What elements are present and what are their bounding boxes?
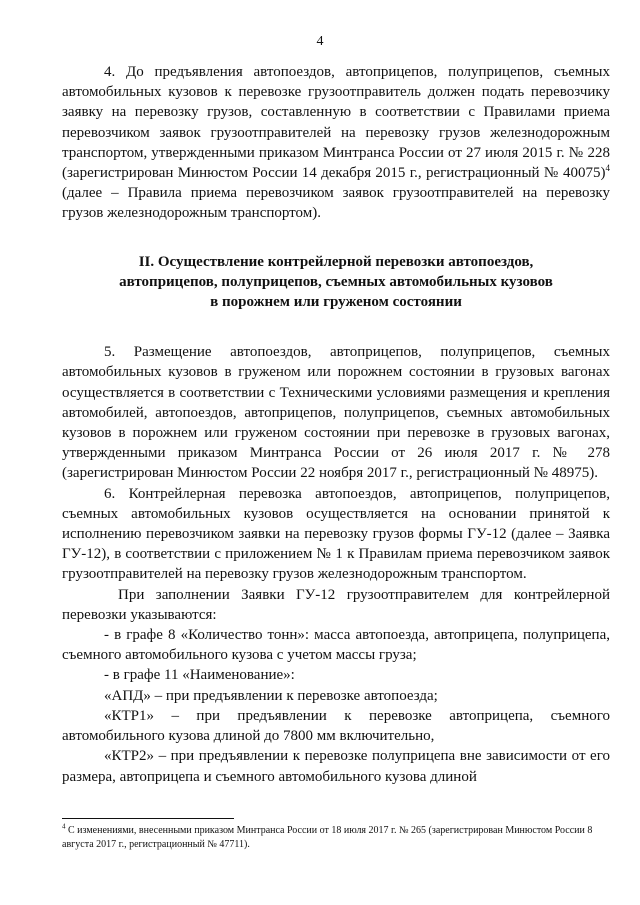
section-heading (62, 252, 610, 313)
paragraph-gu12-intro: При заполнении Заявки ГУ-12 грузоотправителем для контрейлерной перевозки указываются: (62, 586, 610, 623)
list-item: - в графе 8 «Количество тонн»: масса автопоезда, автоприцепа, полуприцепа, съемного автомобильного кузова с учетом массы груза; (62, 627, 610, 664)
list-item: «АПД» – при предъявлении к перевозке автопоезда; (104, 687, 438, 704)
paragraph-5: 5. Размещение автопоездов, автоприцепов, полуприцепов, съемных автомобильных кузовов в груженом или порожнем состоянии в грузовых вагонах осуществляется в соответствии с Техническими условиями размещения и крепления автомобилей, автопоездов, автоприцепов, полуприцепов, съемных автомобильных кузовов в порожнем или груженом состоянии при перевозке в грузовых вагонах, утвержденными приказом Минтранса России от 26 июля 2017 г. № 278 (зарегистрирован Минюстом России 22 ноября 2017 г., регистрационный № 48975). (62, 344, 610, 482)
page-number: 4 (316, 34, 324, 49)
footnote-mark: 4 (62, 822, 66, 831)
section-heading-line: в порожнем или груженом состоянии (210, 294, 462, 311)
footnote (62, 824, 610, 852)
section-heading-line: II. Осуществление контрейлерной перевозки автопоездов, (138, 253, 534, 270)
paragraph-4-tail: (далее – Правила приема перевозчиком заявок грузоотправителей на перевозку грузов железнодорожным транспортом). (62, 185, 610, 222)
paragraph-6: 6. Контрейлерная перевозка автопоездов, автоприцепов, полуприцепов, съемных автомобильных кузовов осуществляется на основании принятой к исполнению перевозчиком заявки на перевозку грузов формы ГУ-12 (далее – Заявка ГУ-12), в соответствии с приложением № 1 к Правилам приема перевозчиком заявок грузоотправителей на перевозку грузов железнодорожным транспортом. (62, 485, 610, 583)
paragraph-4-text: 4. До предъявления автопоездов, автоприцепов, полуприцепов, съемных автомобильных кузовов к перевозке грузоотправитель должен подать перевозчику заявку на перевозку грузов, составленную в соответствии с Правилами приема перевозчиком заявок грузоотправителей на перевозку грузов железнодорожным транспортом, утвержденными приказом Минтранса России от 27 июля 2015 г. № 228 (зарегистрирован Минюстом России 14 декабря 2015 г., регистрационный № 40075) (62, 64, 610, 182)
footnote-text: С изменениями, внесенными приказом Минтранса России от 18 июля 2017 г. № 265 (зарегистрирован Минюстом России 8 августа 2017 г., регистрационный № 47711). (62, 825, 593, 850)
list-item: «КТР2» – при предъявлении к перевозке полуприцепа вне зависимости от его размера, автоприцепа и съемного автомобильного кузова длиной (62, 748, 610, 785)
list-item: - в графе 11 «Наименование»: (104, 667, 295, 684)
document-body (62, 62, 610, 787)
footnote-ref[interactable]: 4 (605, 163, 610, 174)
section-heading-line: автоприцепов, полуприцепов, съемных автомобильных кузовов (119, 273, 553, 290)
paragraph-4 (62, 62, 610, 224)
list-item: «КТР1» – при предъявлении к перевозке автоприцепа, съемного автомобильного кузова длиной до 7800 мм включительно, (62, 707, 610, 745)
footnote-divider (62, 818, 234, 819)
